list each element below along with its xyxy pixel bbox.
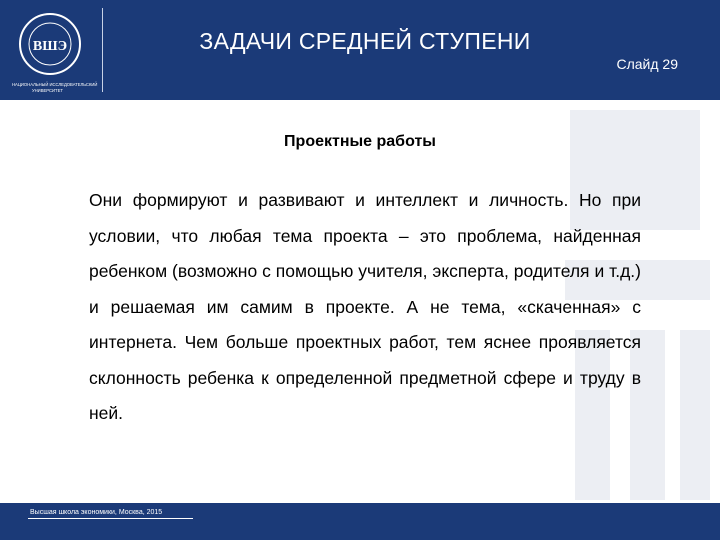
header-bar	[0, 0, 720, 100]
logo-monogram: ВШЭ	[32, 39, 68, 54]
footer-divider	[28, 518, 193, 519]
logo-caption-line1: НАЦИОНАЛЬНЫЙ ИССЛЕДОВАТЕЛЬСКИЙ	[12, 82, 98, 87]
logo-caption-line2: УНИВЕРСИТЕТ	[32, 88, 63, 93]
slide-number: Слайд 29	[616, 56, 678, 72]
logo-divider	[102, 8, 103, 92]
hse-logo	[10, 8, 98, 98]
content-subtitle: Проектные работы	[284, 133, 436, 150]
slide-title: ЗАДАЧИ СРЕДНЕЙ СТУПЕНИ	[199, 28, 531, 54]
content-paragraph: Они формируют и развивают и интеллект и личность. Но при условии, что любая тема проекта – это проблема, найденная ребенком (возможно с помощью учителя, эксперта, родителя и т.д.) и решаемая им самим в проекте. А не тема, «скаченная» с интернета. Чем больше проектных работ, тем яснее проявляется склонность ребенка к определенной предметной сфере и труду в ней.	[89, 190, 641, 423]
footer-text: Высшая школа экономики, Москва, 2015	[30, 509, 163, 516]
